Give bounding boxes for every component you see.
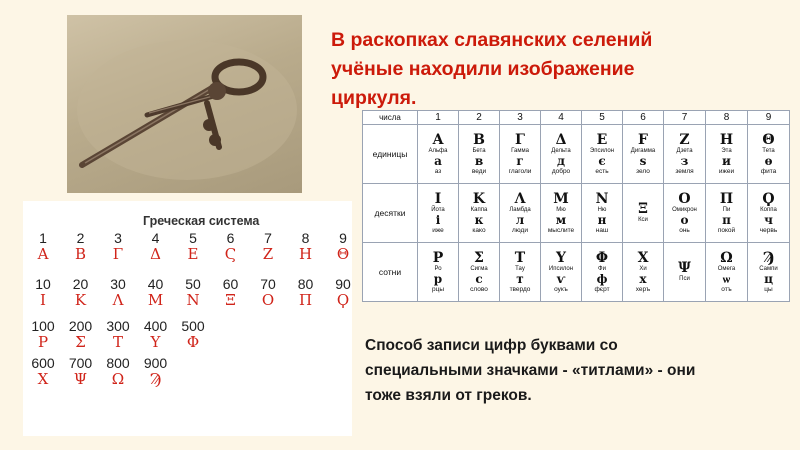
slavonic-letter-name: како [472, 226, 486, 234]
greek-capital: Γ [515, 131, 525, 148]
greek-numeral-cell [253, 230, 283, 263]
greek-letter: Χ [37, 370, 49, 388]
greek-letter: Α [37, 245, 49, 263]
greek-numeral-cell [141, 318, 171, 351]
greek-numeral-cell [66, 355, 96, 388]
slavonic-letter: с [475, 271, 483, 286]
greek-letter: Π [298, 291, 313, 309]
slavonic-letter: ѡ [722, 271, 731, 286]
greek-numeral-cell [28, 276, 58, 309]
greek-numeral-cell [216, 230, 246, 263]
greek-number: 3 [114, 230, 122, 246]
slavonic-letter-name: мыслите [547, 226, 575, 234]
table-cell [500, 243, 541, 302]
slavonic-letter: ц [764, 271, 773, 286]
greek-number: 700 [68, 355, 93, 371]
greek-letter: Τ [112, 333, 123, 351]
table-column-number: 4 [541, 111, 582, 125]
greek-system-title: Греческая система [143, 214, 260, 228]
greek-letter: Ϡ [149, 370, 162, 388]
greek-letter: Ν [186, 291, 200, 309]
slavonic-letter-name: есть [595, 167, 609, 175]
slavonic-letter-name: цы [764, 285, 773, 293]
table-cell [582, 243, 623, 302]
greek-number: 50 [185, 276, 201, 292]
greek-number: 100 [31, 318, 55, 334]
table-cell [500, 184, 541, 243]
greek-letter: Ϙ [336, 291, 350, 309]
greek-numeral-cell [103, 355, 133, 388]
greek-numeral-cell [66, 230, 96, 263]
slavonic-letter: л [515, 212, 525, 227]
slavonic-letter: т [516, 271, 524, 286]
table-cell [748, 125, 790, 184]
greek-capital: Μ [553, 190, 569, 207]
greek-number: 70 [260, 276, 276, 292]
table-row [363, 243, 790, 302]
greek-number: 30 [110, 276, 126, 292]
slavonic-letter: є [598, 153, 606, 168]
greek-capital: Π [719, 190, 734, 207]
greek-number: 7 [264, 230, 272, 246]
table-cell [664, 243, 706, 302]
slavonic-letter-name: иже [432, 226, 444, 234]
greek-capital: Α [432, 131, 444, 148]
slavonic-letter: ф [596, 271, 608, 286]
table-cell [664, 184, 706, 243]
slavonic-letter-name: отъ [721, 285, 732, 293]
table-column-number: 7 [664, 111, 706, 125]
greek-numeral-cell [291, 276, 321, 309]
greek-letter: Μ [147, 291, 164, 309]
slavonic-letter-name: фита [760, 167, 777, 175]
table-cell [541, 125, 582, 184]
greek-number: 400 [143, 318, 168, 334]
slavonic-letter: д [557, 153, 565, 168]
greek-letter: Ο [261, 291, 275, 309]
greek-letter: Ϛ [224, 245, 237, 263]
table-cell [541, 184, 582, 243]
greek-letter-name: Ню [597, 206, 607, 213]
greek-letter: Η [298, 245, 313, 263]
greek-capital: Ο [678, 190, 691, 207]
slavonic-letter: р [433, 271, 443, 286]
slavonic-letter-name: покой [717, 226, 736, 234]
greek-number: 8 [301, 230, 310, 246]
greek-letter-name: Дзета [676, 147, 693, 154]
slavonic-letter-name: добро [551, 167, 571, 175]
slavonic-letter-name: фєрт [594, 285, 610, 293]
greek-capital: Θ [762, 131, 775, 148]
slavonic-letter: м [555, 212, 567, 227]
slavonic-letter-name: люди [512, 226, 528, 234]
table-cell [706, 125, 748, 184]
greek-capital: Φ [595, 249, 609, 266]
greek-number: 1 [39, 230, 47, 246]
slavonic-letter-name: рцы [431, 285, 444, 293]
table-column-number: 5 [582, 111, 623, 125]
slavonic-letter: ч [764, 212, 773, 227]
greek-capital: F [638, 131, 648, 148]
greek-letter: Ε [187, 245, 199, 263]
greek-letter-name: Хи [639, 265, 647, 272]
table-cell [623, 184, 664, 243]
greek-numeral-cell [328, 230, 358, 263]
greek-capital: Β [473, 131, 485, 148]
slavonic-letter: о [680, 212, 689, 227]
slavonic-letter: ѕ [639, 153, 647, 168]
greek-letter: Β [74, 245, 87, 263]
table-row-label: единицы [363, 125, 418, 184]
greek-numeral-cell [103, 318, 133, 351]
greek-letter-name: Эта [721, 147, 732, 154]
greek-capital: Ω [720, 249, 733, 266]
greek-capital: Σ [474, 249, 484, 266]
compass-icon [67, 15, 302, 193]
greek-letter-name: Фи [598, 265, 606, 272]
slavonic-letter-name: херъ [635, 285, 651, 293]
greek-letter: Θ [336, 245, 350, 263]
slavonic-letter-name: глаголи [508, 167, 532, 175]
greek-letter-name: Йота [431, 206, 445, 213]
slavonic-letter-name: наш [595, 226, 609, 234]
greek-letter-name: Тета [762, 147, 775, 154]
footer-description: Способ записи цифр буквами со специальными значками - «титлами» - они тоже взяли от греков. [365, 337, 696, 404]
table-header-label: числа [363, 111, 418, 125]
table-column-number: 1 [418, 111, 459, 125]
slavonic-letter: і [435, 212, 441, 227]
greek-number: 4 [151, 230, 160, 246]
greek-letter-name: Ипсилон [548, 265, 574, 272]
greek-letter: Σ [75, 333, 86, 351]
table-cell [582, 125, 623, 184]
greek-number: 2 [76, 230, 85, 246]
slavonic-letter: а [434, 153, 442, 168]
greek-letter-name: Омега [717, 265, 736, 272]
table-column-number: 3 [500, 111, 541, 125]
greek-capital: Ξ [638, 201, 648, 217]
greek-letter: Κ [74, 291, 87, 309]
slavonic-letter-name: земля [675, 167, 694, 175]
table-cell [748, 243, 790, 302]
greek-numeral-cell [178, 276, 208, 309]
compass-photo [67, 15, 302, 193]
greek-numeral-cell [291, 230, 321, 263]
greek-letter-name: Коппа [760, 206, 777, 213]
greek-number: 9 [339, 230, 347, 246]
greek-letter-name: Ламбда [509, 206, 531, 213]
table-column-number: 9 [748, 111, 790, 125]
greek-capital: Η [719, 131, 734, 148]
greek-letter-name: Дигамма [630, 147, 656, 154]
greek-number: 200 [68, 318, 93, 334]
greek-number: 900 [143, 355, 168, 371]
greek-number: 10 [35, 276, 51, 292]
greek-numeral-panel [23, 201, 352, 436]
slavonic-letter-name: зело [636, 167, 650, 175]
slavonic-letter: в [474, 153, 484, 168]
greek-numeral-cell [328, 276, 358, 309]
slavonic-letter: ѳ [764, 153, 773, 168]
greek-capital: Υ [556, 249, 566, 266]
table-row [363, 184, 790, 243]
greek-letter-name: Тау [515, 265, 525, 272]
slavonic-letter-name: ижеи [718, 167, 735, 175]
slavonic-letter: з [680, 153, 689, 168]
slavonic-numeral-table [362, 110, 789, 302]
greek-capital: Ρ [432, 249, 444, 266]
slavonic-letter-name: твердо [509, 285, 531, 293]
table-column-number: 2 [459, 111, 500, 125]
greek-letter: Ψ [73, 370, 88, 388]
greek-letter: Ι [40, 291, 46, 309]
table-cell [623, 125, 664, 184]
greek-letter-name: Ро [434, 265, 442, 272]
greek-numeral-cell [28, 230, 58, 263]
greek-numeral-cell [103, 230, 133, 263]
greek-letter-name: Кси [638, 217, 648, 223]
greek-capital: Ζ [679, 131, 690, 148]
greek-capital: Ϙ [762, 190, 775, 207]
table-column-number: 6 [623, 111, 664, 125]
greek-letter-name: Сампи [759, 265, 778, 272]
greek-letter: Ρ [37, 333, 49, 351]
greek-number: 800 [106, 355, 130, 371]
greek-number: 600 [31, 355, 55, 371]
greek-letter: Ζ [262, 245, 274, 263]
greek-letter: Γ [112, 245, 124, 263]
greek-number: 60 [222, 276, 239, 292]
greek-numeral-cell [216, 276, 246, 309]
greek-numeral-cell [141, 355, 171, 388]
greek-capital: Ϡ [762, 249, 775, 266]
greek-letter-name: Бета [472, 147, 486, 154]
greek-numeral-cell [141, 276, 171, 309]
greek-number: 40 [147, 276, 164, 292]
slavonic-letter: х [639, 271, 647, 286]
greek-capital: Ι [434, 190, 442, 207]
greek-letter-name: Эпсилон [589, 147, 615, 154]
table-cell [418, 125, 459, 184]
greek-letter: Δ [150, 245, 161, 263]
greek-letter: Φ [186, 333, 200, 351]
greek-number: 6 [226, 230, 235, 246]
table-cell [418, 243, 459, 302]
table-cell [623, 243, 664, 302]
table-cell [459, 243, 500, 302]
greek-numeral-cell [66, 276, 96, 309]
greek-numeral-cell [178, 318, 208, 351]
greek-capital: Ψ [678, 260, 691, 276]
greek-numeral-cell [141, 230, 171, 263]
slavonic-letter-name: червь [759, 226, 778, 234]
greek-numeral-cell [28, 355, 58, 388]
greek-capital: Ε [596, 131, 608, 148]
slavonic-letter: п [722, 212, 731, 227]
table-column-number: 8 [706, 111, 748, 125]
page-title: В раскопках славянских селений учёные находили изображение циркуля. [331, 29, 653, 109]
slavonic-letter-name: аз [434, 167, 442, 175]
greek-number: 500 [181, 318, 205, 334]
table-cell [582, 184, 623, 243]
greek-numeral-cell [178, 230, 208, 263]
table-cell [418, 184, 459, 243]
greek-capital: Τ [514, 249, 526, 266]
table-cell [459, 184, 500, 243]
slavonic-letter: н [597, 212, 607, 227]
slavonic-letter-name: слово [470, 285, 488, 293]
greek-letter: Λ [112, 291, 124, 309]
slavonic-letter-name: веди [471, 167, 487, 175]
slavonic-letter: ѵ [556, 271, 566, 286]
table-cell [748, 184, 790, 243]
table-row-label: десятки [363, 184, 418, 243]
greek-letter: Ω [111, 370, 125, 388]
greek-letter-name: Мю [556, 206, 566, 213]
table-cell [500, 125, 541, 184]
slavonic-letter-name: оукъ [554, 285, 568, 293]
greek-capital: Ν [595, 190, 609, 207]
greek-letter-name: Альфа [428, 147, 448, 154]
slavonic-letter: и [722, 153, 731, 168]
table-row-label: сотни [363, 243, 418, 302]
greek-letter-name: Гамма [511, 147, 529, 154]
greek-letter-name: Каппа [470, 206, 488, 213]
greek-numeral-cell [253, 276, 283, 309]
table-cell [706, 243, 748, 302]
slavonic-letter: к [474, 212, 484, 227]
greek-capital: Δ [555, 131, 567, 148]
slavonic-letter: г [516, 153, 524, 168]
greek-letter-name: Дельта [551, 147, 571, 154]
greek-numeral-cell [28, 318, 58, 351]
greek-number: 80 [297, 276, 314, 292]
greek-letter: Ξ [225, 291, 236, 309]
greek-capital: Λ [514, 190, 526, 207]
table-row [363, 125, 790, 184]
greek-number: 20 [72, 276, 89, 292]
greek-numeral-cell [66, 318, 96, 351]
table-cell [706, 184, 748, 243]
greek-number: 90 [335, 276, 351, 292]
greek-number: 300 [106, 318, 130, 334]
greek-capital: Κ [472, 190, 486, 207]
greek-letter: Υ [150, 333, 161, 351]
greek-letter-name: Пси [679, 276, 690, 282]
slavonic-letter-name: онь [679, 226, 690, 234]
greek-letter-name: Омикрон [672, 206, 697, 213]
table-cell [459, 125, 500, 184]
greek-number: 5 [189, 230, 197, 246]
greek-capital: Χ [637, 249, 649, 266]
table-cell [664, 125, 706, 184]
greek-numeral-cell [103, 276, 133, 309]
table-cell [541, 243, 582, 302]
greek-letter-name: Пи [722, 206, 731, 213]
greek-letter-name: Сигма [470, 265, 488, 272]
